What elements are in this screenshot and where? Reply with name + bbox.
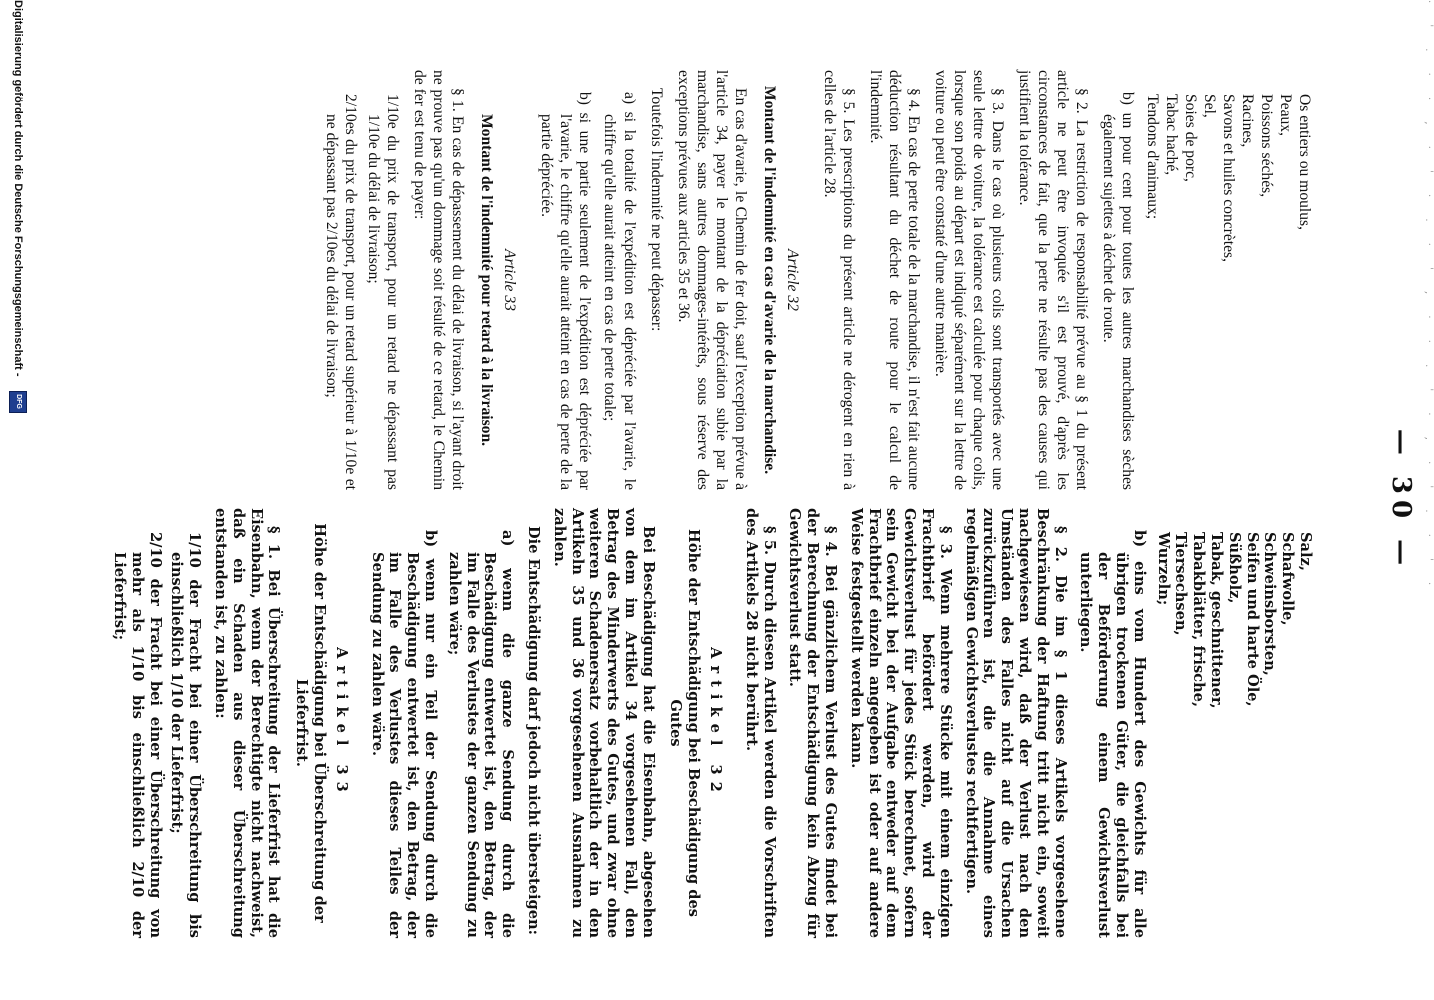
article-32-heading: Montant de l'indemnité en cas d'avarie de la marchandise. — [760, 85, 778, 475]
list-item: Peaux, — [1276, 94, 1294, 137]
list-item: Schafwolle, — [1279, 532, 1297, 626]
scan-noise: · ' . · · , · ' · . · ' , · · . ' · , · ' . · ' · — [1423, 0, 1434, 595]
article-32-paragraph-1: En cas d'avarie, le Chemin de fer doit, sauf l'exception prévue à l'article 34, payer le montant de la dépréciation subie par la marchandise, sans autres dommages-intérêts, sous réserve des exceptions prévues aux articles 35 et 36. — [674, 70, 749, 490]
list-item: Tabakblätter, frische, — [1190, 532, 1208, 708]
article-33-fraction-1: 1/10 der Fracht bei einer Überschreitung bis einschließlich 1/10 der Lieferfrist; — [168, 532, 204, 938]
article-32-label: Artikel 32 — [707, 647, 725, 799]
article-33-heading: Höhe der Entschädigung bei Überschreitung der Lieferfrist. — [293, 523, 328, 923]
digitization-footer — [6, 0, 30, 1000]
list-item: Seifen und harte Öle, — [1243, 532, 1261, 707]
french-list — [1143, 70, 1314, 490]
article-32-item-b: b) si une partie seulement de l'expédition est dépréciée par l'avarie, le chiffre qu'elle aurait atteint en cas de perte de la partie dépréciée. — [538, 92, 594, 490]
article-33-paragraph-1: § 1. En cas de dépassement du délai de livraison, si l'ayant droit ne prouve pas qu'un dommage soit résulté de ce retard, le Chemin de fer est tenu de payer: — [411, 70, 467, 490]
list-item: Tabac haché, — [1162, 94, 1180, 176]
paragraph-5: § 5. Les prescriptions du présent article ne dérogent en rien à celles de l'article 28. — [820, 70, 857, 490]
article-32-paragraph-2: Toutefois l'indemnité ne peut dépasser: — [647, 88, 665, 332]
list-item: Schweinsborsten, — [1261, 532, 1279, 676]
article-32-item-a: a) si la totalité de l'expédition est dépréciée par l'avarie, le chiffre qu'elle aurait atteint en cas de perte totale; — [601, 92, 638, 490]
article-32-heading: Höhe der Entschädigung bei Beschädigung des Gutes — [667, 529, 703, 917]
article-32-item-b: b) wenn nur ein Teil der Sendung durch die Beschädigung entwertet ist, den Betrag, der im Falle des Verlustes dieses Teiles der Sendung zu zahlen wäre. — [368, 530, 439, 938]
list-item: Süßholz, — [1225, 532, 1243, 604]
article-33-paragraph-1: § 1. Bei Überschreitung der Lieferfrist hat die Eisenbahn, wenn der Berechtigte nicht nachweist, daß ein Schaden aus dieser Überschreitung entstanden ist, zu zahlen: — [211, 508, 283, 938]
article-32-item-a: a) wenn die ganze Sendung durch die Beschädigung entwertet ist, den Betrag, der im Falle des Verlustes der ganzen Sendung zu zahlen wäre; — [445, 530, 517, 938]
list-item: Salz, — [1297, 532, 1314, 571]
paragraph-4: § 4. Bei gänzlichem Verlust des Gutes findet bei der Berechnung der Entschädigung kein Abzug für Gewichtsverlust statt. — [786, 508, 840, 938]
article-32-paragraph-2: Die Entschädigung darf jedoch nicht übersteigen: — [524, 526, 542, 935]
list-item: Savons et huiles concrètes, — [1219, 94, 1237, 263]
list-item: Sel, — [1200, 94, 1218, 118]
paragraph-3: § 3. Wenn mehrere Stücke mit einem einzigen Frachtbrief befördert werden, wird der Gewichtsverlust für jedes Stück berechnet, sofern sein Gewicht bei der Aufgabe entweder auf dem Frachtbrief einzeln angegeben ist oder auf andere Weise festgestellt werden kann. — [847, 508, 954, 938]
dfg-logo: DFG — [9, 391, 27, 413]
list-item: Tiersechsen, — [1172, 532, 1190, 636]
list-item: Racines, — [1238, 94, 1256, 148]
list-item: Tendons d'animaux; — [1143, 94, 1161, 220]
footer-text: Digitalisierung gefördert durch die Deutsche Forschungsgemeinschaft - — [12, 0, 24, 377]
paragraph-2: § 2. La restriction de responsabilité prévue au § 1 du présent article ne peut être invoquée s'il est prouvé, d'après les circonstances de fait, que la perte ne résulte pas des causes qui justifient la tolérance. — [1015, 70, 1090, 490]
french-column — [318, 70, 1314, 490]
page-number: — 30 — — [1386, 428, 1416, 572]
item-b-paragraph: b) un pour cent pour toutes les autres marchandises sèches également sujettes à déchet de route. — [1099, 92, 1136, 490]
item-b-paragraph: b) eins vom Hundert des Gewichts für alle übrigen trockenen Güter, die gleichfalls bei der Beförderung einem Gewichtsverlust unterliegen. — [1077, 530, 1148, 938]
article-33-heading: Montant de l'indemnité pour retard à la livraison. — [478, 113, 496, 447]
paragraph-3: § 3. Dans le cas où plusieurs colis sont transportés avec une seule lettre de voiture, la tolérance est calculée pour chaque colis, lorsque son poids au départ est indiqué séparément sur la lettre de voiture ou peut être constaté d'une autre manière. — [931, 70, 1006, 490]
list-item: Os entiers ou moulus, — [1296, 94, 1313, 231]
paragraph-5: § 5. Durch diesen Artikel werden die Vorschriften des Artikels 28 nicht berührt. — [742, 508, 778, 938]
article-32-paragraph-1: Bei Beschädigung hat die Eisenbahn, abgesehen von dem im Artikel 34 vorgesehenen Fall, den Betrag des Minderwerts des Gutes, und zwar ohne weiteren Schadenersatz vorbehaltlich der in den Artikeln 35 und 36 vorgesehenen Ausnahmen zu zahlen. — [550, 508, 657, 938]
article-33-fraction-1: 1/10e du prix de transport, pour un retard ne dépassant pas 1/10e du délai de livraison; — [365, 94, 402, 490]
list-item: Tabak, geschnittener, — [1208, 532, 1226, 709]
article-33-label: Artikel 33 — [332, 647, 350, 799]
german-list — [1154, 508, 1314, 938]
article-33-fraction-2: 2/10es du prix de transport, pour un retard supérieur à 1/10e et ne dépassant pas 2/10es du délai de livraison; — [323, 94, 360, 490]
list-item: Poissons séchés, — [1257, 94, 1275, 198]
article-33-label: Article 33 — [501, 249, 519, 311]
list-item: Soies de porc, — [1181, 94, 1199, 182]
paragraph-2: § 2. Die im § 1 dieses Artikels vorgesehene Beschränkung der Haftung tritt nicht ein, soweit nachgewiesen wird, daß der Verlust nach den Umständen des Falles nicht auf die Ursachen zurückzuführen ist, die die Annahme eines regelmäßigen Gewichtsverlustes rechtfertigen. — [962, 508, 1069, 938]
german-column — [106, 508, 1314, 938]
article-32-label: Article 32 — [783, 249, 801, 311]
paragraph-4: § 4. En cas de perte totale de la marchandise, il n'est fait aucune déduction résultant du déchet de route pour le calcul de l'indemnité. — [866, 70, 922, 490]
article-33-fraction-2: 2/10 der Fracht bei einer Überschreitung von mehr als 1/10 bis einschließlich 2/10 der Lieferfrist; — [110, 532, 164, 938]
list-item: Wurzeln; — [1154, 532, 1172, 606]
